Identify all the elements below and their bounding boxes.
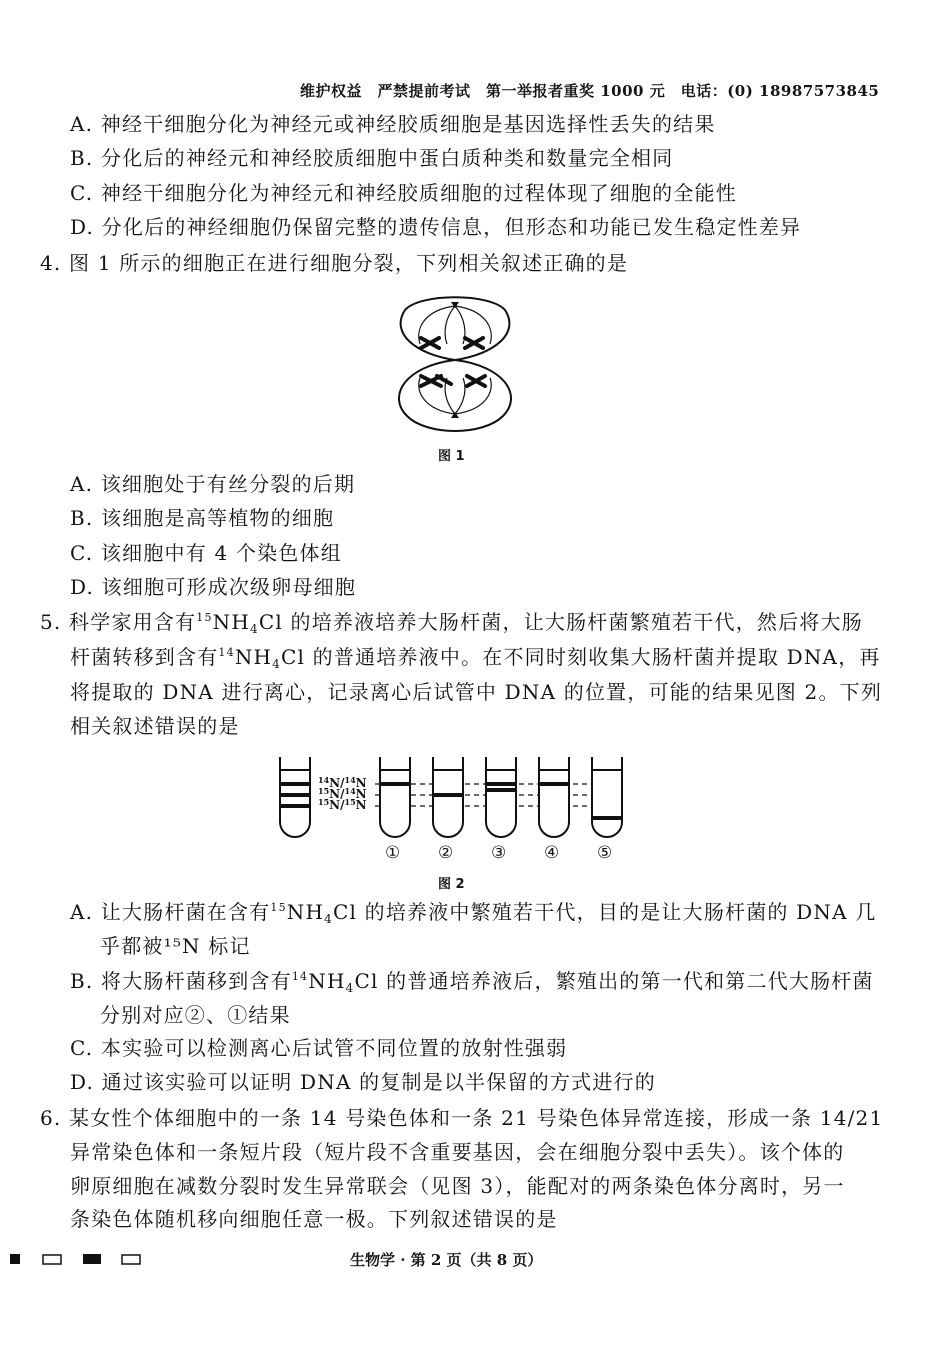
q5-option-c: C. 本实验可以检测离心后试管不同位置的放射性强弱 (70, 1036, 568, 1060)
q5-stem-line-2: 杆菌转移到含有$^{14}NH_4Cl$ 的普通培养液中。在不同时刻收集大肠杆菌并提取 DNA，再 (70, 645, 881, 671)
q6-stem-line-4: 条染色体随机移向细胞任意一极。下列叙述错误的是 (70, 1207, 558, 1231)
q6-stem-line-1: 6. 某女性个体细胞中的一条 14 号染色体和一条 21 号染色体异常连接，形成一条 14/21 (40, 1106, 884, 1130)
footer-registration-marks (10, 1252, 150, 1268)
chromosome-top-right (465, 338, 483, 348)
chromosome-bottom-right (467, 376, 485, 386)
q5-option-a-line-2: 乎都被¹⁵N 标记 (100, 934, 251, 958)
q3-option-b: B. 分化后的神经元和神经胶质细胞中蛋白质种类和数量完全相同 (70, 146, 674, 170)
tube-3 (486, 757, 516, 837)
tube-label-3: ③ (491, 843, 507, 863)
tube-label-1: ① (385, 843, 401, 863)
q6-stem-line-2: 异常染色体和一条短片段（短片段不含重要基因，会在细胞分裂中丢失）。该个体的 (70, 1140, 845, 1164)
q5-stem-line-3: 将提取的 DNA 进行离心，记录离心后试管中 DNA 的位置，可能的结果见图 2。下列 (70, 680, 883, 704)
page-header: 维护权益 严禁提前考试 第一举报者重奖 1000 元 电话：(0) 18987573845 (300, 82, 880, 100)
chromosome-top-left (421, 338, 439, 348)
q4-option-a: A. 该细胞处于有丝分裂的后期 (70, 472, 356, 496)
q3-option-a: A. 神经干细胞分化为神经元或神经胶质细胞是基因选择性丢失的结果 (70, 112, 716, 136)
figure-1-cell-diagram (385, 288, 525, 438)
band-label-light: $^{14}$N/$^{14}$N (318, 775, 367, 790)
cell-outline (399, 297, 511, 431)
tube-1 (380, 757, 410, 837)
q3-option-c: C. 神经干细胞分化为神经元和神经胶质细胞的过程体现了细胞的全能性 (70, 181, 737, 205)
page-footer: 生物学 · 第 2 页（共 8 页） (350, 1251, 543, 1269)
q4-option-b: B. 该细胞是高等植物的细胞 (70, 506, 335, 530)
q5-stem-line-1: 5. 科学家用含有$^{15}NH_4Cl$ 的培养液培养大肠杆菌，让大肠杆菌繁殖若干代，然后将大肠 (40, 610, 863, 636)
q3-option-d: D. 分化后的神经细胞仍保留完整的遗传信息，但形态和功能已发生稳定性差异 (70, 215, 802, 239)
q5-option-a: A. 让大肠杆菌在含有$^{15}NH_4Cl$ 的培养液中繁殖若干代，目的是让大肠杆菌的 DNA 几 (70, 900, 877, 926)
q5-option-b-line-2: 分别对应②、①结果 (100, 1003, 291, 1027)
chromosome-bottom-left (421, 376, 451, 386)
band-labels (318, 775, 367, 812)
band-label-heavy: $^{15}$N/$^{15}$N (318, 797, 367, 812)
figure-1-caption: 图 1 (438, 449, 465, 464)
q5-option-d: D. 通过该实验可以证明 DNA 的复制是以半保留的方式进行的 (70, 1070, 656, 1094)
band-label-hybrid: $^{15}$N/$^{14}$N (318, 786, 367, 801)
tube-4 (539, 757, 569, 837)
tube-label-2: ② (438, 843, 454, 863)
q4-stem: 4. 图 1 所示的细胞正在进行细胞分裂，下列相关叙述正确的是 (40, 251, 629, 275)
tube-label-5: ⑤ (597, 843, 613, 863)
q5-stem-line-4: 相关叙述错误的是 (70, 714, 240, 738)
tube-5 (592, 757, 622, 837)
figure-2-caption: 图 2 (438, 877, 465, 892)
bottom-centriole (451, 412, 459, 418)
q4-option-c: C. 该细胞中有 4 个染色体组 (70, 541, 342, 565)
q5-option-b: B. 将大肠杆菌移到含有$^{14}NH_4Cl$ 的普通培养液后，繁殖出的第一代和第二代大肠杆菌 (70, 969, 874, 995)
tube-label-4: ④ (544, 843, 560, 863)
q4-option-d: D. 该细胞可形成次级卵母细胞 (70, 575, 357, 599)
top-centriole (451, 302, 459, 308)
q6-stem-line-3: 卵原细胞在减数分裂时发生异常联会（见图 3），能配对的两条染色体分离时，另一 (70, 1174, 845, 1198)
